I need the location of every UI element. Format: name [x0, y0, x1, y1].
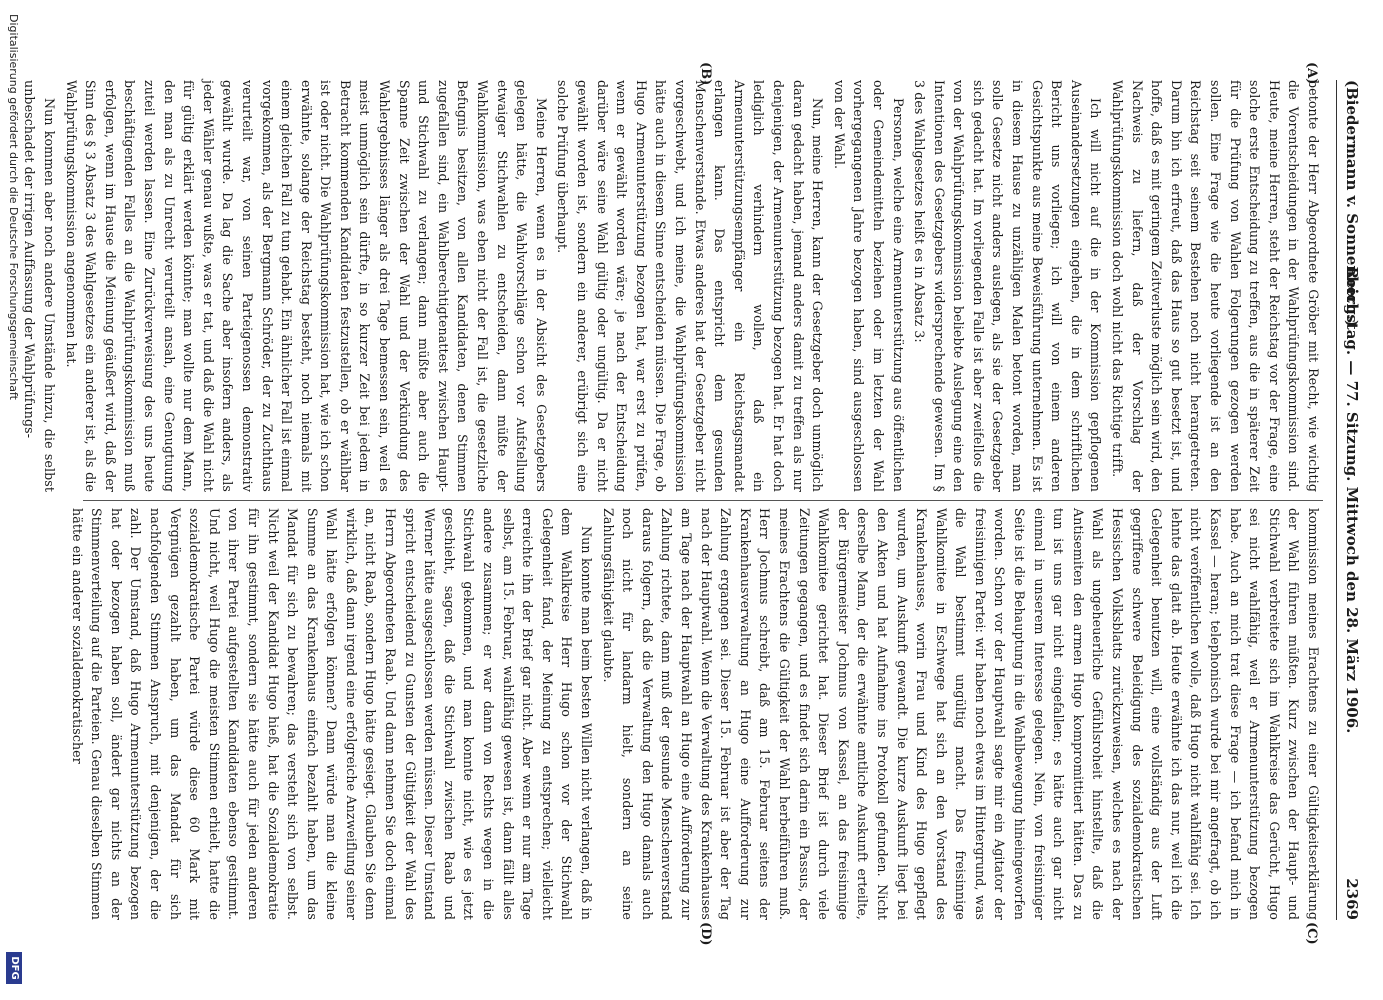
session-title: Reichstag. — 77. Sitzung. Mittwoch den 28. März 1906.: [1343, 266, 1361, 734]
left-column: [22, 80, 1323, 492]
quoted-law: Personen, welche eine Armenunterstützung aus öffentlichen oder Gemeindemitteln beziehen oder im letzten der Wahl vorhergegangenen Jahre bezogen haben, sind ausgeschlossen von der Wahl.: [831, 80, 906, 492]
paragraph: Ich will nicht auf die in der Kommission gepflogenen Auseinandersetzungen eingehen, die in dem schriftlichen Bericht uns vorliegen; ich will von einem anderen Gesichtspunkte aus meine Beweisführung unternehmen. Es ist in diesem Hause zu unzähligen Malen betont worden, man solle Gesetze nicht anders auslegen, als sie der Gesetzgeber sich gedacht hat. Im vorliegenden Falle ist aber zweifellos die von der Wahlprüfungskommission beliebte Auslegung eine den Intentionen des Gesetzgebers widersprechende gewesen. Im § 3 des Wahlgesetzes heißt es in Absatz 3:: [912, 80, 1104, 492]
margin-mark-c: (C): [1304, 922, 1319, 945]
paragraph: Nun, meine Herren, kann der Gesetzgeber doch unmöglich daran gedacht haben, jemand anders damit zu treffen als nur denjenigen, der Armenunterstützung bezogen hat. Er hat doch lediglich verhindern wollen, daß ein Armenunterstützungsempfänger ein Reichstagsmandat erlangen kann. Das entspricht dem gesunden Menschenverstande. Etwas anderes hat der Gesetzgeber nicht vorgeschwebt, und ich meine, die Wahlprüfungskommission hätte auch in diesem Sinne entscheiden müssen. Die Frage, ob Hugo Armenunterstützung bezogen hat, war erst zu prüfen, wenn er gewählt worden wäre; je nach der Entscheidung darüber wäre seine Wahl gültig oder ungültig. Da er nicht gewählt worden ist, sondern ein anderer, erübrigt sich eine solche Prüfung überhaupt.: [555, 80, 826, 492]
margin-mark-d: (D): [698, 922, 713, 946]
paragraph: Nun konnte man beim besten Willen nicht verlangen, daß in dem Wahlkreise Herr Hugo schon vor der Stichwahl Gelegenheit fand, der Meinung zu entsprechen; vielleicht erreichte ihn der Brief gar nicht. Aber wenn er nur am Tage selbst, am 15. Februar, wahlfähig gewesen ist, dann fällt alles andere zusammen; er war dann von Rechts wegen in die Stichwahl gekommen, und man konnte nicht, wie es jetzt geschieht, sagen, daß die Stichwahl zwischen Raab und Werner hätte ausgeschlossen werden müssen. Dieser Umstand spricht entscheidend zu Gunsten der Gültigkeit der Wahl des Herrn Abgeordneten Raab. Und dann nehmen Sie doch einmal an, nicht Raab, sondern Hugo hätte gesiegt. Glauben Sie denn wirklich, daß dann irgend eine erfolgreiche Anzweiflung seiner Wahl hätte erfolgen können? Dann würde man die kleine Summe an das Krankenhaus einfach bezahlt haben, um das Mandat für sich zu bewahren; das versteht sich von selbst. Nicht weil der Kandidat Hugo hieß, hat die Sozialdemokratie für ihn gestimmt, sondern sie hätte auch für jeden anderen von ihrer Partei aufgestellten Kandidaten ebenso gestimmt. Und nicht, weil Hugo die meisten Stimmen erhielt, hatte die sozialdemokratische Partei würde diese 60 Mark mit Vergnügen gezahlt haben, um das Mandat für sich nachfolgenden Stimmen Anspruch, mit denjenigen, der die zahl. Der Umstand, daß Hugo Armenunterstützung bezogen hat oder bezogen haben soll, ändert gar nichts an der Stimmenverteilung auf die Parteien. Genau dieselben Stimmen hätte ein anderer sozialdemokratischer: [69, 508, 595, 920]
digitization-footer: [0, 0, 26, 1000]
page-number: 2369: [1343, 878, 1361, 920]
speaker-name: (Biedermann v. Sonnenberg.): [1343, 80, 1361, 328]
paragraph: betonte der Herr Abgeordnete Gröber mit Recht, wie wichtig die Vorentscheidungen in der Wahlprüfungskommission sind. Heute, meine Herren, steht der Reichstag vor der Frage, eine solche erste Entscheidung zu treffen, aus die in späterer Zeit für die Prüfung von Wahlen Folgerungen gezogen werden sollen. Eine Frage wie die heute vorliegende ist an den Reichstag seit seinem Bestehen noch nicht herangetreten. Darum bin ich erfreut, daß das Haus so gut besetzt ist, und hoffe, daß es mit geringem Zeitverluste möglich sein wird, den Nachweis zu liefern, daß der Vorschlag der Wahlprüfungskommission doch wohl nicht das Richtige trifft.: [1110, 80, 1321, 492]
paragraph: kommission meines Erachtens zu einer Gültigkeitserklärung der Wahl führen müßten. Kurz zwischen der Haupt- und Stichwahl verbreitete sich im Wahlkreise das Gerücht, Hugo sei nicht wahlfähig, weil er Armenunterstützung bezogen habe. Auch an mich trat diese Frage — ich befand mich in Kassel — heran; telephonisch wurde bei mir angefragt, ob ich nicht veröffentlichen wolle, daß Hugo nicht wahlfähig sei. Ich lehnte das glatt ab. Heute erwähnte ich das nur, weil ich die Gelegenheit benutzen will, eine vollständig aus der Luft gegriffene schwere Beleidigung des sozialdemokratischen Hessischen Volksblatts zurückzuweisen, welches es nach der Wahl als ungeheuerliche Gefühlsroheit hinstellte, daß die Antisemiten den armen Hugo kompromittiert hätten. Das zu tun ist uns gar nicht eingefallen; es hätte auch gar nicht einmal in unserem Interesse gelegen. Nein, von freisinniger Seite ist die Behauptung in die Wahlbewegung hineingeworfen worden. Schon vor der Hauptwahl sagte mir ein Agitator der freisinnigen Partei: wir haben noch etwas im Hintergrund, was die Wahl bestimmt ungültig macht. Das freisinnige Wahlkomitee in Eschwege hat sich an den Vorstand des Krankenhauses, worin Frau und Kind des Hugo gepflegt wurden, um Auskunft gewandt. Die kurze Auskunft liegt bei den Akten und hat Aufnahme ins Protokoll gefunden. Nicht derselbe Mann, der die erwähnte amtliche Auskunft erteilte, der Bürgermeister Jochmus von Kassel, an das freisinnige Wahlkomitee gerichtet hat. Dieser Brief ist durch viele Zeitungen gegangen, und es findet sich darin ein Passus, der meines Erachtens die Gültigkeit der Wahl herbeiführen muß. Herr Jochmus schreibt, daß am 15. Februar seitens der Krankenhausverwaltung an Hugo eine Aufforderung zur Zahlung ergangen sei. Dieser 15. Februar ist aber der Tag nach der Hauptwahl. Wenn die Verwaltung des Krankenhauses am Tage nach der Hauptwahl an Hugo eine Aufforderung zur Zahlung richtete, dann muß der gesunde Menschenverstand daraus folgern, daß die Verwaltung den Hugo damals auch noch nicht für landarm hielt, sondern an seine Zahlungsfähigkeit glaubte.: [600, 508, 1321, 920]
paragraph: Nun kommen aber noch andere Umstände hinzu, die selbst unbeschadet der irrigen Auffassung der Wahlprüfungs-: [22, 80, 57, 492]
margin-mark-a: (A): [1304, 62, 1319, 85]
column-divider: [83, 500, 1323, 501]
funding-note: Digitalisierung gefördert durch die Deutsche Forschungsgemeinschaft: [7, 14, 20, 400]
dfg-logo: DFG: [6, 952, 22, 984]
paragraph: Meine Herren, wenn es in der Absicht des Gesetzgebers gelegen hätte, die Wahlvorschläge schon vor Aufstellung etwaiger Stichwahlen zu entscheiden, dann müßte der Wahlkommission, was eben nicht der Fall ist, die gesetzliche Befugnis besitzen, von allen Kandidaten, denen Stimmen zugefallen sind, ein Wahlberechtigtenattest zwischen Haupt- und Stichwahl zu verlangen; dann müßte aber auch die Spanne Zeit zwischen der Wahl und der Verkündung des Wahlergebnisses länger als drei Tage bemessen sein, weil es meist unmöglich sein dürfte, in so kurzer Zeit bei jedem in Betracht kommenden Kandidaten festzustellen, ob er wählbar ist oder nicht. Die Wahlprüfungskommission hat, wie ich schon erwähnte, solange der Reichstag besteht, noch niemals mit einem gleichen Fall zu tun gehabt. Ein ähnlicher Fall ist einmal vorgekommen, als der Bergmann Schröder, der zu Zuchthaus verurteilt war, von seinen Parteigenossen demonstrativ gewählt wurde. Da lag die Sache aber insofern anders, als jeder Wähler genau wußte, was er tat, und daß die Wahl nicht für gültig erklärt werden könnte; man wollte nur dem Mann, den man als zu Unrecht verurteilt ansah, eine Genugtuung zuteil werden lassen. Eine Zurückverweisung des uns heute beschäftigenden Falles an die Wahlprüfungskommission muß erfolgen, wenn im Hause die Meinung geäußert wird, daß der Sinn des § 3 Absatz 3 des Wahlgesetzes ein anderer ist, als die Wahlprüfungskommission angenommen hat.: [63, 80, 549, 492]
page-header: [1337, 80, 1361, 920]
right-column: [69, 508, 1323, 920]
header-rule: [1336, 80, 1337, 920]
margin-mark-b: (B): [698, 62, 713, 86]
